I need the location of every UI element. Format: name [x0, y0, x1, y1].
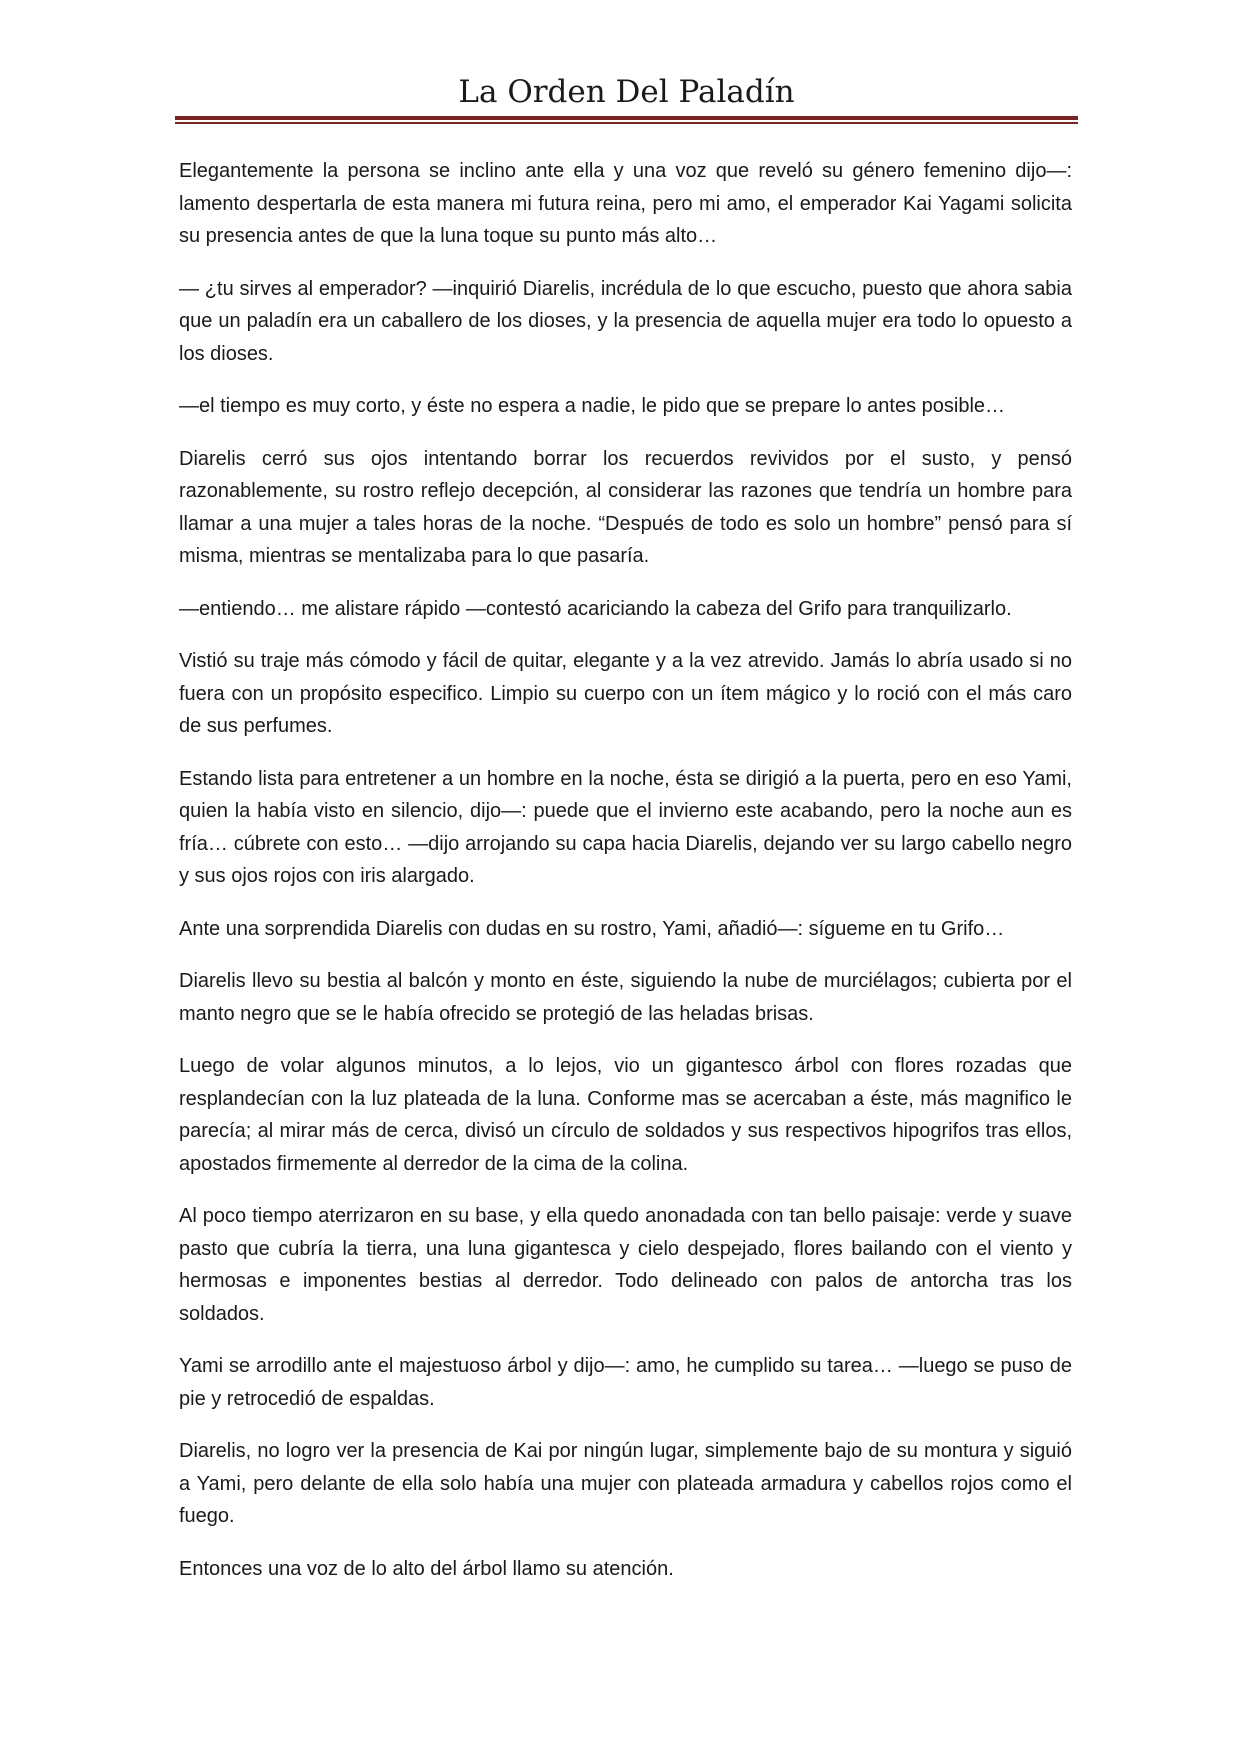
paragraph: Yami se arrodillo ante el majestuoso árbol y dijo—: amo, he cumplido su tarea… —luego se puso de pie y retrocedió de espaldas.	[179, 1355, 1072, 1410]
header-divider	[175, 116, 1078, 126]
paragraph: —entiendo… me alistare rápido —contestó acariciando la cabeza del Grifo para tranquilizarlo.	[179, 597, 1012, 620]
paragraph: Entonces una voz de lo alto del árbol llamo su atención.	[179, 1557, 674, 1580]
paragraph: —el tiempo es muy corto, y éste no espera a nadie, le pido que se prepare lo antes posible…	[179, 395, 1006, 417]
header-divider-thick	[175, 116, 1078, 120]
body-text	[179, 155, 1072, 1605]
paragraph: Al poco tiempo aterrizaron en su base, y ella quedo anonadada con tan bello paisaje: verde y suave pasto que cubría la tierra, una luna gigantesca y cielo despejado, flores bailando con el viento y hermosas e imponentes bestias al derredor. Todo delineado con palos de antorcha tras los soldados.	[179, 1205, 1072, 1325]
paragraph: Elegantemente la persona se inclino ante ella y una voz que reveló su género femenino dijo—: lamento despertarla de esta manera mi futura reina, pero mi amo, el emperador Kai Yagami solicita su presencia antes de que la luna toque su punto más alto…	[179, 160, 1072, 247]
paragraph: Diarelis, no logro ver la presencia de Kai por ningún lugar, simplemente bajo de su montura y siguió a Yami, pero delante de ella solo había una mujer con plateada armadura y cabellos rojos como el fuego.	[179, 1440, 1072, 1527]
paragraph: Diarelis cerró sus ojos intentando borrar los recuerdos revividos por el susto, y pensó razonablemente, su rostro reflejo decepción, al considerar las razones que tendría un hombre para llamar a una mujer a tales horas de la noche. “Después de todo es solo un hombre” pensó para sí misma, mientras se mentalizaba para lo que pasaría.	[179, 447, 1072, 567]
page-header	[175, 72, 1078, 112]
paragraph: Diarelis llevo su bestia al balcón y monto en éste, siguiendo la nube de murciélagos; cubierta por el manto negro que se le había ofrecido se protegió de las heladas brisas.	[179, 970, 1072, 1025]
paragraph: — ¿tu sirves al emperador? —inquirió Diarelis, incrédula de lo que escucho, puesto que ahora sabia que un paladín era un caballero de los dioses, y la presencia de aquella mujer era todo lo opuesto a los dioses.	[179, 277, 1072, 365]
paragraph: Vistió su traje más cómodo y fácil de quitar, elegante y a la vez atrevido. Jamás lo abría usado si no fuera con un propósito especifico. Limpio su cuerpo con un ítem mágico y lo roció con el más caro de sus perfumes.	[179, 650, 1072, 737]
header-divider-thin	[175, 122, 1078, 124]
paragraph: Ante una sorprendida Diarelis con dudas en su rostro, Yami, añadió—: sígueme en tu Grifo…	[179, 917, 1005, 940]
page-title: La Orden Del Paladín	[458, 74, 795, 110]
paragraph: Luego de volar algunos minutos, a lo lejos, vio un gigantesco árbol con flores rozadas que resplandecían con la luz plateada de la luna. Conforme mas se acercaban a éste, más magnifico le parecía; al mirar más de cerca, divisó un círculo de soldados y sus respectivos hipogrifos tras ellos, apostados firmemente al derredor de la cima de la colina.	[179, 1055, 1072, 1175]
paragraph: Estando lista para entretener a un hombre en la noche, ésta se dirigió a la puerta, pero en eso Yami, quien la había visto en silencio, dijo—: puede que el invierno este acabando, pero la noche aun es fría… cúbrete con esto… —dijo arrojando su capa hacia Diarelis, dejando ver su largo cabello negro y sus ojos rojos con iris alargado.	[179, 767, 1072, 887]
